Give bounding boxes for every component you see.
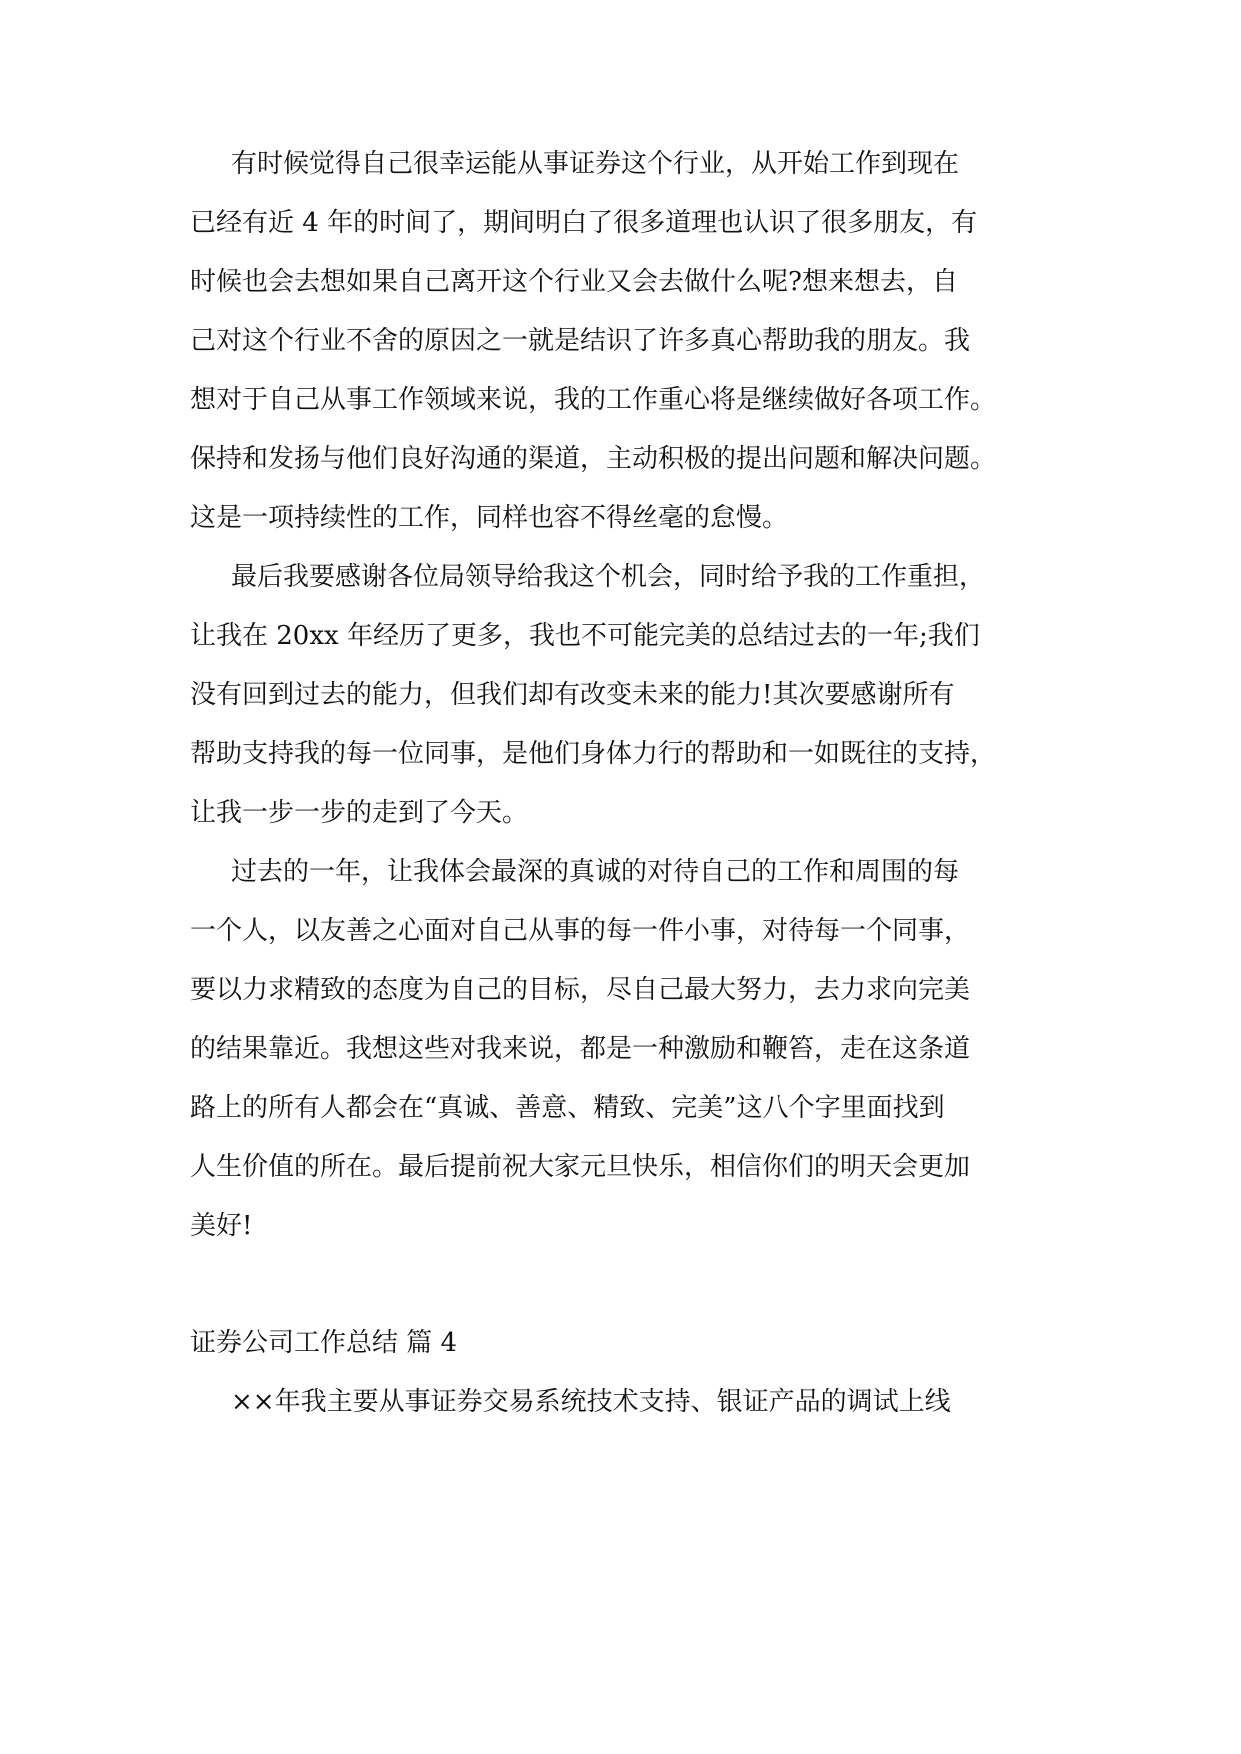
paragraph-4-line-1: ××年我主要从事证券交易系统技术支持、银证产品的调试上线 xyxy=(231,1387,951,1417)
paragraph-1-line-2: 已经有近 4 年的时间了，期间明白了很多道理也认识了很多朋友，有 xyxy=(190,208,978,238)
paragraph-3-line-6: 人生价值的所在。最后提前祝大家元旦快乐，相信你们的明天会更加 xyxy=(190,1152,971,1182)
paragraph-1-line-5: 想对于自己从事工作领域来说，我的工作重心将是继续做好各项工作。 xyxy=(190,385,997,415)
section-heading: 证券公司工作总结 篇 4 xyxy=(190,1328,458,1358)
paragraph-3-line-1: 过去的一年，让我体会最深的真诚的对待自己的工作和周围的每 xyxy=(231,857,960,887)
paragraph-1-line-6: 保持和发扬与他们良好沟通的渠道，主动积极的提出问题和解决问题。 xyxy=(190,444,997,474)
paragraph-1-line-7: 这是一项持续性的工作，同样也容不得丝毫的怠慢。 xyxy=(190,503,789,533)
paragraph-2-line-2: 让我在 20xx 年经历了更多，我也不可能完美的总结过去的一年;我们 xyxy=(190,621,980,651)
paragraph-3-line-3: 要以力求精致的态度为自己的目标，尽自己最大努力，去力求向完美 xyxy=(190,975,971,1005)
paragraph-1-line-3: 时候也会去想如果自己离开这个行业又会去做什么呢?想来想去，自 xyxy=(190,267,958,297)
paragraph-3-line-7: 美好! xyxy=(190,1211,253,1241)
paragraph-3-line-4: 的结果靠近。我想这些对我来说，都是一种激励和鞭笞，走在这条道 xyxy=(190,1034,971,1064)
paragraph-2-line-1: 最后我要感谢各位局领导给我这个机会，同时给予我的工作重担， xyxy=(231,562,986,592)
paragraph-2-line-3: 没有回到过去的能力，但我们却有改变未来的能力!其次要感谢所有 xyxy=(190,680,955,710)
paragraph-3-line-5: 路上的所有人都会在“真诚、善意、精致、完美”这八个字里面找到 xyxy=(190,1093,945,1123)
paragraph-2-line-4: 帮助支持我的每一位同事，是他们身体力行的帮助和一如既往的支持， xyxy=(190,739,997,769)
paragraph-1-line-4: 己对这个行业不舍的原因之一就是结识了许多真心帮助我的朋友。我 xyxy=(190,326,971,356)
paragraph-1-line-1: 有时候觉得自己很幸运能从事证券这个行业，从开始工作到现在 xyxy=(231,149,960,179)
paragraph-2-line-5: 让我一步一步的走到了今天。 xyxy=(190,798,529,828)
paragraph-3-line-2: 一个人，以友善之心面对自己从事的每一件小事，对待每一个同事， xyxy=(190,916,971,946)
